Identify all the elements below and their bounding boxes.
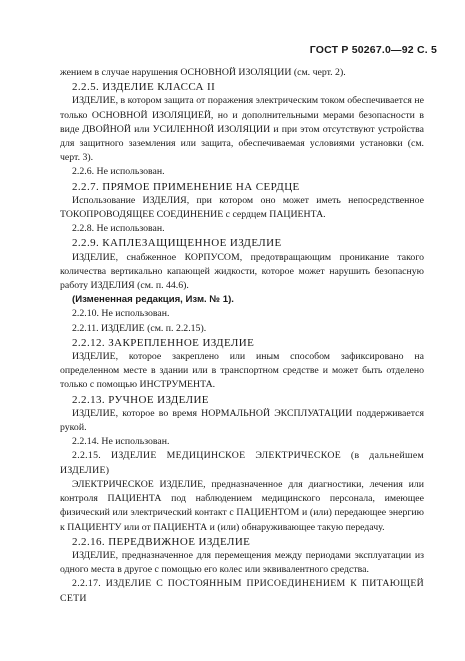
paragraph-2-2-8: 2.2.8. Не использован. xyxy=(72,223,165,235)
section-heading-2-2-17: 2.2.17. ИЗДЕЛИЕ С ПОСТОЯННЫМ ПРИСОЕДИНЕНИЕМ К ПИТАЮЩЕЙ СЕТИ xyxy=(60,578,424,604)
section-heading-2-2-15: 2.2.15. ИЗДЕЛИЕ МЕДИЦИНСКОЕ ЭЛЕКТРИЧЕСКОЕ (в дальнейшем ИЗДЕЛИЕ) xyxy=(60,450,424,476)
paragraph-2-2-12: ИЗДЕЛИЕ, которое закреплено или иным способом зафиксировано на определенном месте в здании или в транспортном средстве и может быть отделено только с помощью ИНСТРУМЕНТА. xyxy=(60,351,424,391)
page-header: ГОСТ Р 50267.0—92 С. 5 xyxy=(309,44,437,56)
paragraph-2-2-14: 2.2.14. Не использован. xyxy=(72,436,170,448)
paragraph-2-2-10: 2.2.10. Не использован. xyxy=(72,308,170,320)
paragraph-2-2-7: Использование ИЗДЕЛИЯ, при котором оно может иметь непосредственное ТОКОПРОВОДЯЩЕЕ СОЕДИНЕНИЕ с сердцем ПАЦИЕНТА. xyxy=(60,194,424,221)
paragraph-2-2-16: ИЗДЕЛИЕ, предназначенное для перемещения между периодами эксплуатации из одного места в другое с помощью его колес или эквивалентного средства. xyxy=(60,549,424,576)
page-content xyxy=(60,66,424,606)
continuation-paragraph: жением в случае нарушения ОСНОВНОЙ ИЗОЛЯЦИИ (см. черт. 2). xyxy=(60,67,346,78)
paragraph-2-2-5: ИЗДЕЛИЕ, в котором защита от поражения электрическим током обеспечивается не только ОСНОВНОЙ ИЗОЛЯЦИЕЙ, но и дополнительными мерами безопасности в виде ДВОЙНОЙ или УСИЛЕННОЙ ИЗОЛЯЦИИ и при этом отсутствуют устройства для защитного заземления или защита, обеспечиваемая условиями установки (см. черт. 3). xyxy=(60,95,424,164)
paragraph-2-2-11: 2.2.11. ИЗДЕЛИЕ (см. п. 2.2.15). xyxy=(72,322,207,334)
section-heading-2-2-16: 2.2.16. ПЕРЕДВИЖНОЕ ИЗДЕЛИЕ xyxy=(72,535,251,548)
paragraph-2-2-13: ИЗДЕЛИЕ, которое во время НОРМАЛЬНОЙ ЭКСПЛУАТАЦИИ поддерживается рукой. xyxy=(60,407,424,434)
section-heading-2-2-5: 2.2.5. ИЗДЕЛИЕ КЛАССА II xyxy=(72,81,216,94)
section-heading-2-2-13: 2.2.13. РУЧНОЕ ИЗДЕЛИЕ xyxy=(72,393,209,406)
amendment-note: (Измененная редакция, Изм. № 1). xyxy=(72,294,234,306)
section-heading-2-2-9: 2.2.9. КАПЛЕЗАЩИЩЕННОЕ ИЗДЕЛИЕ xyxy=(72,237,282,250)
paragraph-2-2-6: 2.2.6. Не использован. xyxy=(72,166,165,178)
paragraph-2-2-15: ЭЛЕКТРИЧЕСКОЕ ИЗДЕЛИЕ, предназначенное для диагностики, лечения или контроля ПАЦИЕНТА под наблюдением медицинского персонала, имеющее физический или электрический контакт с ПАЦИЕНТОМ и (или) передающее энергию к ПАЦИЕНТУ или от ПАЦИЕНТА и (или) обнаруживающее такую передачу. xyxy=(60,478,424,533)
paragraph-2-2-9: ИЗДЕЛИЕ, снабженное КОРПУСОМ, предотвращающим проникание такого количества вертикально капающей жидкости, которое может нарушить безопасную работу ИЗДЕЛИЯ (см. п. 44.6). xyxy=(60,251,424,292)
section-heading-2-2-7: 2.2.7. ПРЯМОЕ ПРИМЕНЕНИЕ НА СЕРДЦЕ xyxy=(72,180,300,193)
section-heading-2-2-12: 2.2.12. ЗАКРЕПЛЕННОЕ ИЗДЕЛИЕ xyxy=(72,336,255,349)
